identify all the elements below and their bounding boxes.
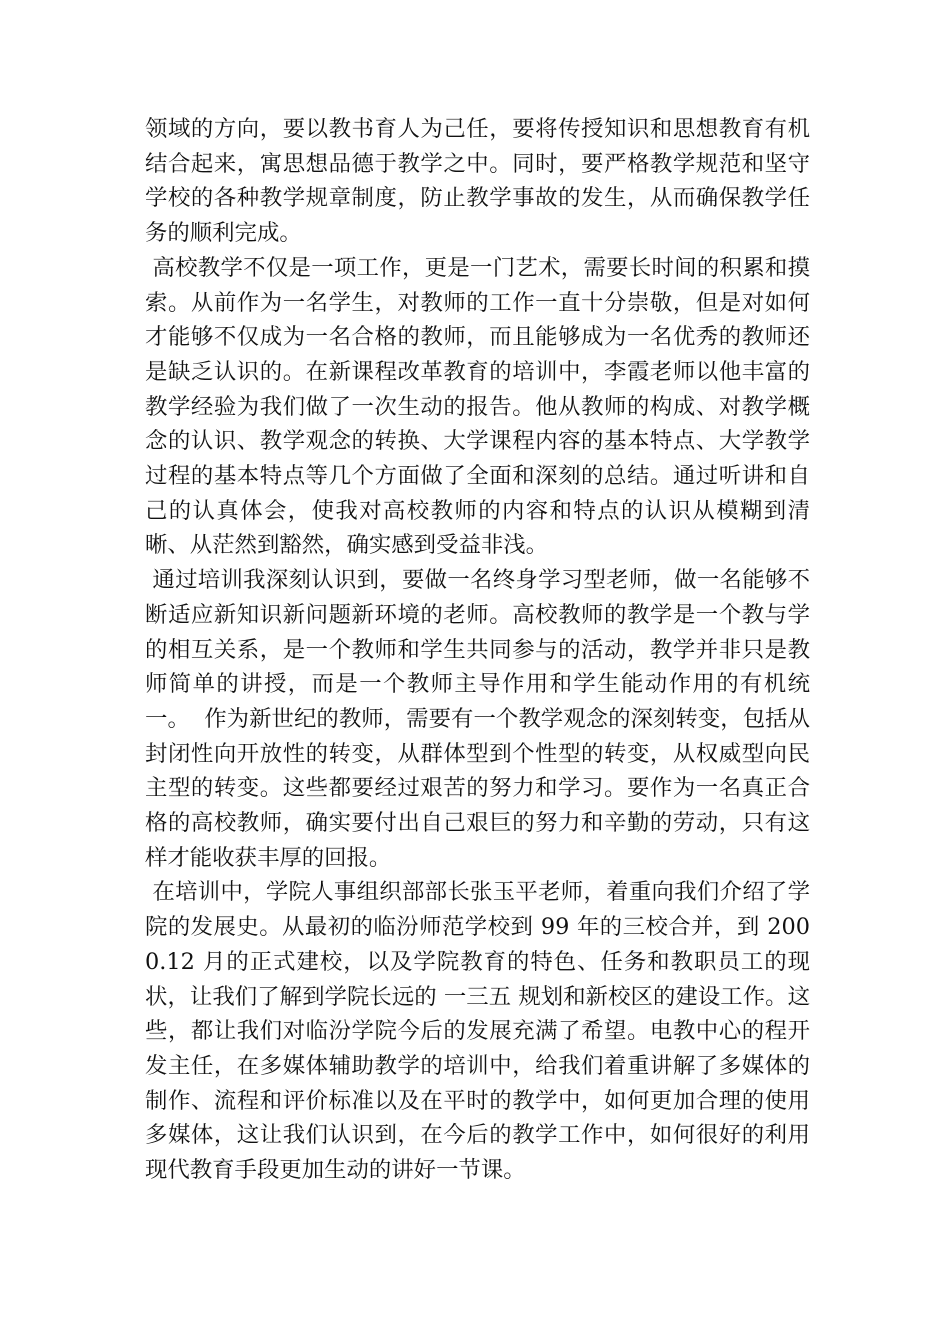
paragraph-continuation: 领域的方向，要以教书育人为己任，要将传授知识和思想教育有机结合起来，寓思想品德于教学之中。同时，要严格教学规范和坚守学校的各种教学规章制度，防止教学事故的发生，从而确保教学任务的顺利完成。 [145, 116, 810, 247]
paragraph-college-history: 在培训中，学院人事组织部部长张玉平老师，着重向我们介绍了学院的发展史。从最初的临汾师范学校到 99 年的三校合并，到 2000.12 月的正式建校，以及学院教育的特色、任务和教职员工的现状，让我们了解到学院长远的 一三五 规划和新校区的建设工作。这些，都让我们对临汾学院今后的发展充满了希望。电教中心的程开发主任，在多媒体辅助教学的培训中，给我们着重讲解了多媒体的制作、流程和评价标准以及在平时的教学中，如何更加合理的使用多媒体，这让我们认识到，在今后的教学工作中，如何很好的利用现代教育手段更加生动的讲好一节课。 [145, 879, 811, 1184]
document-body [145, 112, 810, 1188]
paragraph-teaching-art: 高校教学不仅是一项工作，更是一门艺术，需要长时间的积累和摸索。从前作为一名学生，对教师的工作一直十分崇敬，但是对如何才能够不仅成为一名合格的教师，而且能够成为一名优秀的教师还是缺乏认识的。在新课程改革教育的培训中，李霞老师以他丰富的教学经验为我们做了一次生动的报告。他从教师的构成、对教学概念的认识、教学观念的转换、大学课程内容的基本特点、大学教学过程的基本特点等几个方面做了全面和深刻的总结。通过听讲和自己的认真体会，使我对高校教师的内容和特点的认识从模糊到清晰、从茫然到豁然，确实感到受益非浅。 [145, 254, 811, 559]
paragraph-lifelong-learning: 通过培训我深刻认识到，要做一名终身学习型老师，做一名能够不断适应新知识新问题新环境的老师。高校教师的教学是一个教与学的相互关系，是一个教师和学生共同参与的活动，教学并非只是教师简单的讲授，而是一个教师主导作用和学生能动作用的有机统一。 作为新世纪的教师，需要有一个教学观念的深刻转变，包括从封闭性向开放性的转变，从群体型到个性型的转变，从权威型向民主型的转变。这些都要经过艰苦的努力和学习。要作为一名真正合格的高校教师，确实要付出自己艰巨的努力和辛勤的劳动，只有这样才能收获丰厚的回报。 [145, 567, 811, 871]
